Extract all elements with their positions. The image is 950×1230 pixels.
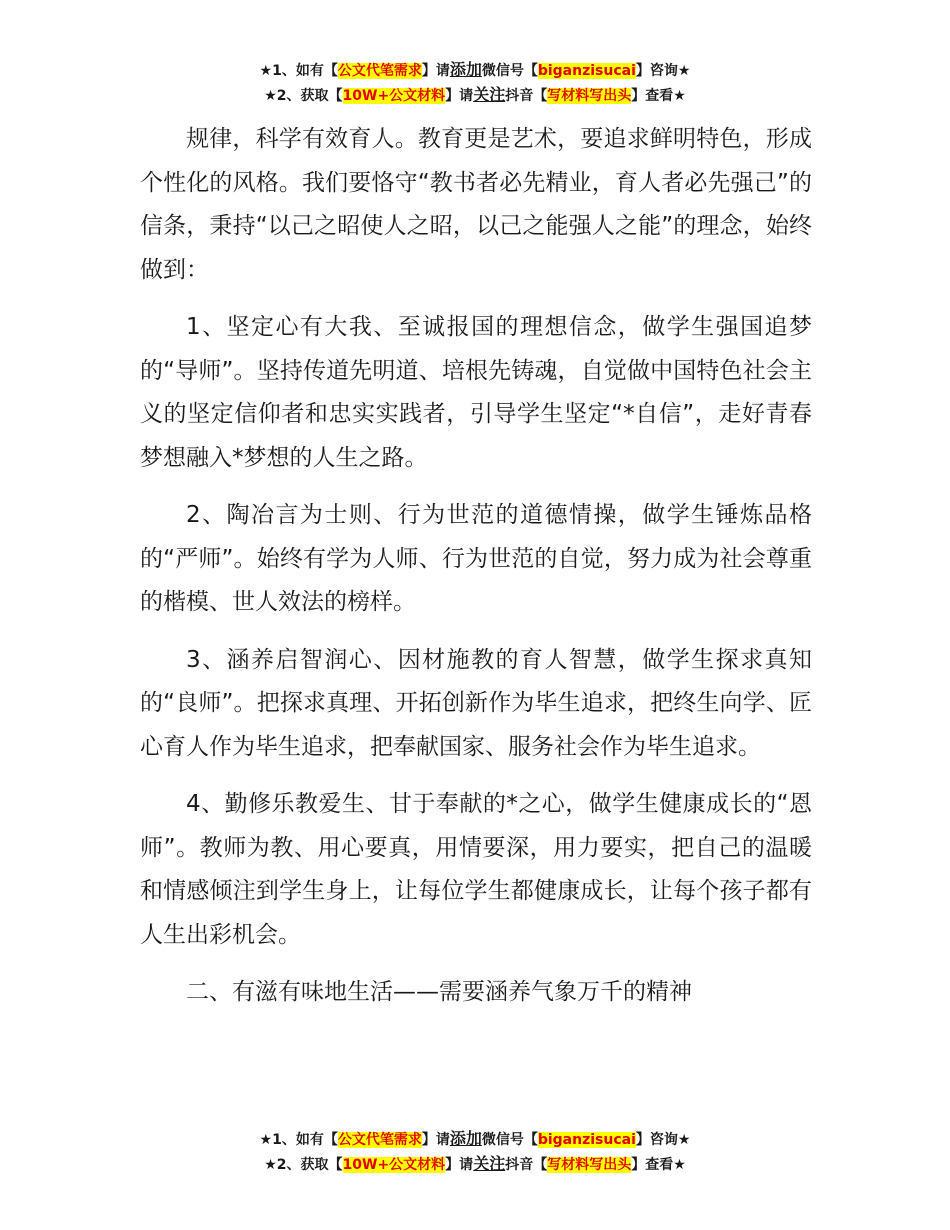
star-icon: ★ [264,1157,277,1173]
underline-follow: 关注 [473,1154,506,1173]
banner-text: 2、获取【 [276,88,343,104]
highlight-materials: 10W+公文材料 [342,88,446,104]
paragraph-item-3: 3、涵养启智润心、因材施教的育人智慧，做学生探求真知的“良师”。把探求真理、开拓创新作为毕生追求，把终生向学、匠心育人作为毕生追求，把奉献国家、服务社会作为毕生追求。 [140,646,812,760]
highlight-douyin-id: 写材料写出头 [547,1157,632,1173]
highlight-douyin-id: 写材料写出头 [547,88,632,104]
star-icon: ★ [259,63,273,79]
banner-text: 】咨询 [635,63,678,79]
underline-add: 添加 [449,1129,482,1148]
document-body [140,118,812,1029]
banner-line-1 [0,1127,950,1152]
underline-follow: 关注 [473,85,506,104]
underline-add: 添加 [449,60,482,79]
star-icon: ★ [677,1132,691,1148]
banner-text: 抖音【 [505,88,548,104]
paragraph-item-1: 1、坚定心有大我、至诚报国的理想信念，做学生强国追梦的“导师”。坚持传道先明道、培根先铸魂，自觉做中国特色社会主义的坚定信仰者和忠实实践者，引导学生坚定“*自信”，走好青春梦想融入*梦想的人生之路。 [140,314,812,471]
banner-line-1 [0,58,950,83]
banner-text: 1、如有【 [272,1132,338,1148]
highlight-service: 公文代笔需求 [337,1132,422,1148]
paragraph-intro: 规律，科学有效育人。教育更是艺术，要追求鲜明特色，形成个性化的风格。我们要恪守“教书者必先精业，育人者必先强己”的信条，秉持“以己之昭使人之昭，以己之能强人之能”的理念，始终做到： [140,126,812,283]
star-icon: ★ [264,88,277,104]
header-banner [0,58,950,108]
highlight-materials: 10W+公文材料 [342,1157,446,1173]
banner-text: 】请 [421,1132,450,1148]
banner-text: 微信号【 [481,63,538,79]
paragraph-item-4: 4、勤修乐教爱生、甘于奉献的*之心，做学生健康成长的“恩师”。教师为教、用心要真，用情要深，用力要实，把自己的温暖和情感倾注到学生身上，让每位学生都健康成长，让每个孩子都有人生出彩机会。 [140,791,812,948]
star-icon: ★ [673,1157,686,1173]
banner-line-2 [0,83,950,108]
highlight-wechat-id: biganzisucai [537,63,636,79]
banner-text: 微信号【 [481,1132,538,1148]
banner-text: 1、如有【 [272,63,338,79]
banner-text: 】查看 [631,1157,674,1173]
star-icon: ★ [673,88,686,104]
highlight-service: 公文代笔需求 [337,63,422,79]
star-icon: ★ [259,1132,273,1148]
banner-line-2 [0,1152,950,1177]
banner-text: 】请 [445,88,474,104]
banner-text: 2、获取【 [276,1157,343,1173]
highlight-wechat-id: biganzisucai [537,1132,636,1148]
star-icon: ★ [677,63,691,79]
paragraph-item-2: 2、陶冶言为士则、行为世范的道德情操，做学生锤炼品格的“严师”。始终有学为人师、行为世范的自觉，努力成为社会尊重的楷模、世人效法的榜样。 [140,502,812,615]
banner-text: 】请 [421,63,450,79]
section-heading: 二、有滋有味地生活——需要涵养气象万千的精神 [186,979,692,1005]
footer-banner [0,1127,950,1177]
banner-text: 】请 [445,1157,474,1173]
banner-text: 抖音【 [505,1157,548,1173]
banner-text: 】咨询 [635,1132,678,1148]
banner-text: 】查看 [631,88,674,104]
